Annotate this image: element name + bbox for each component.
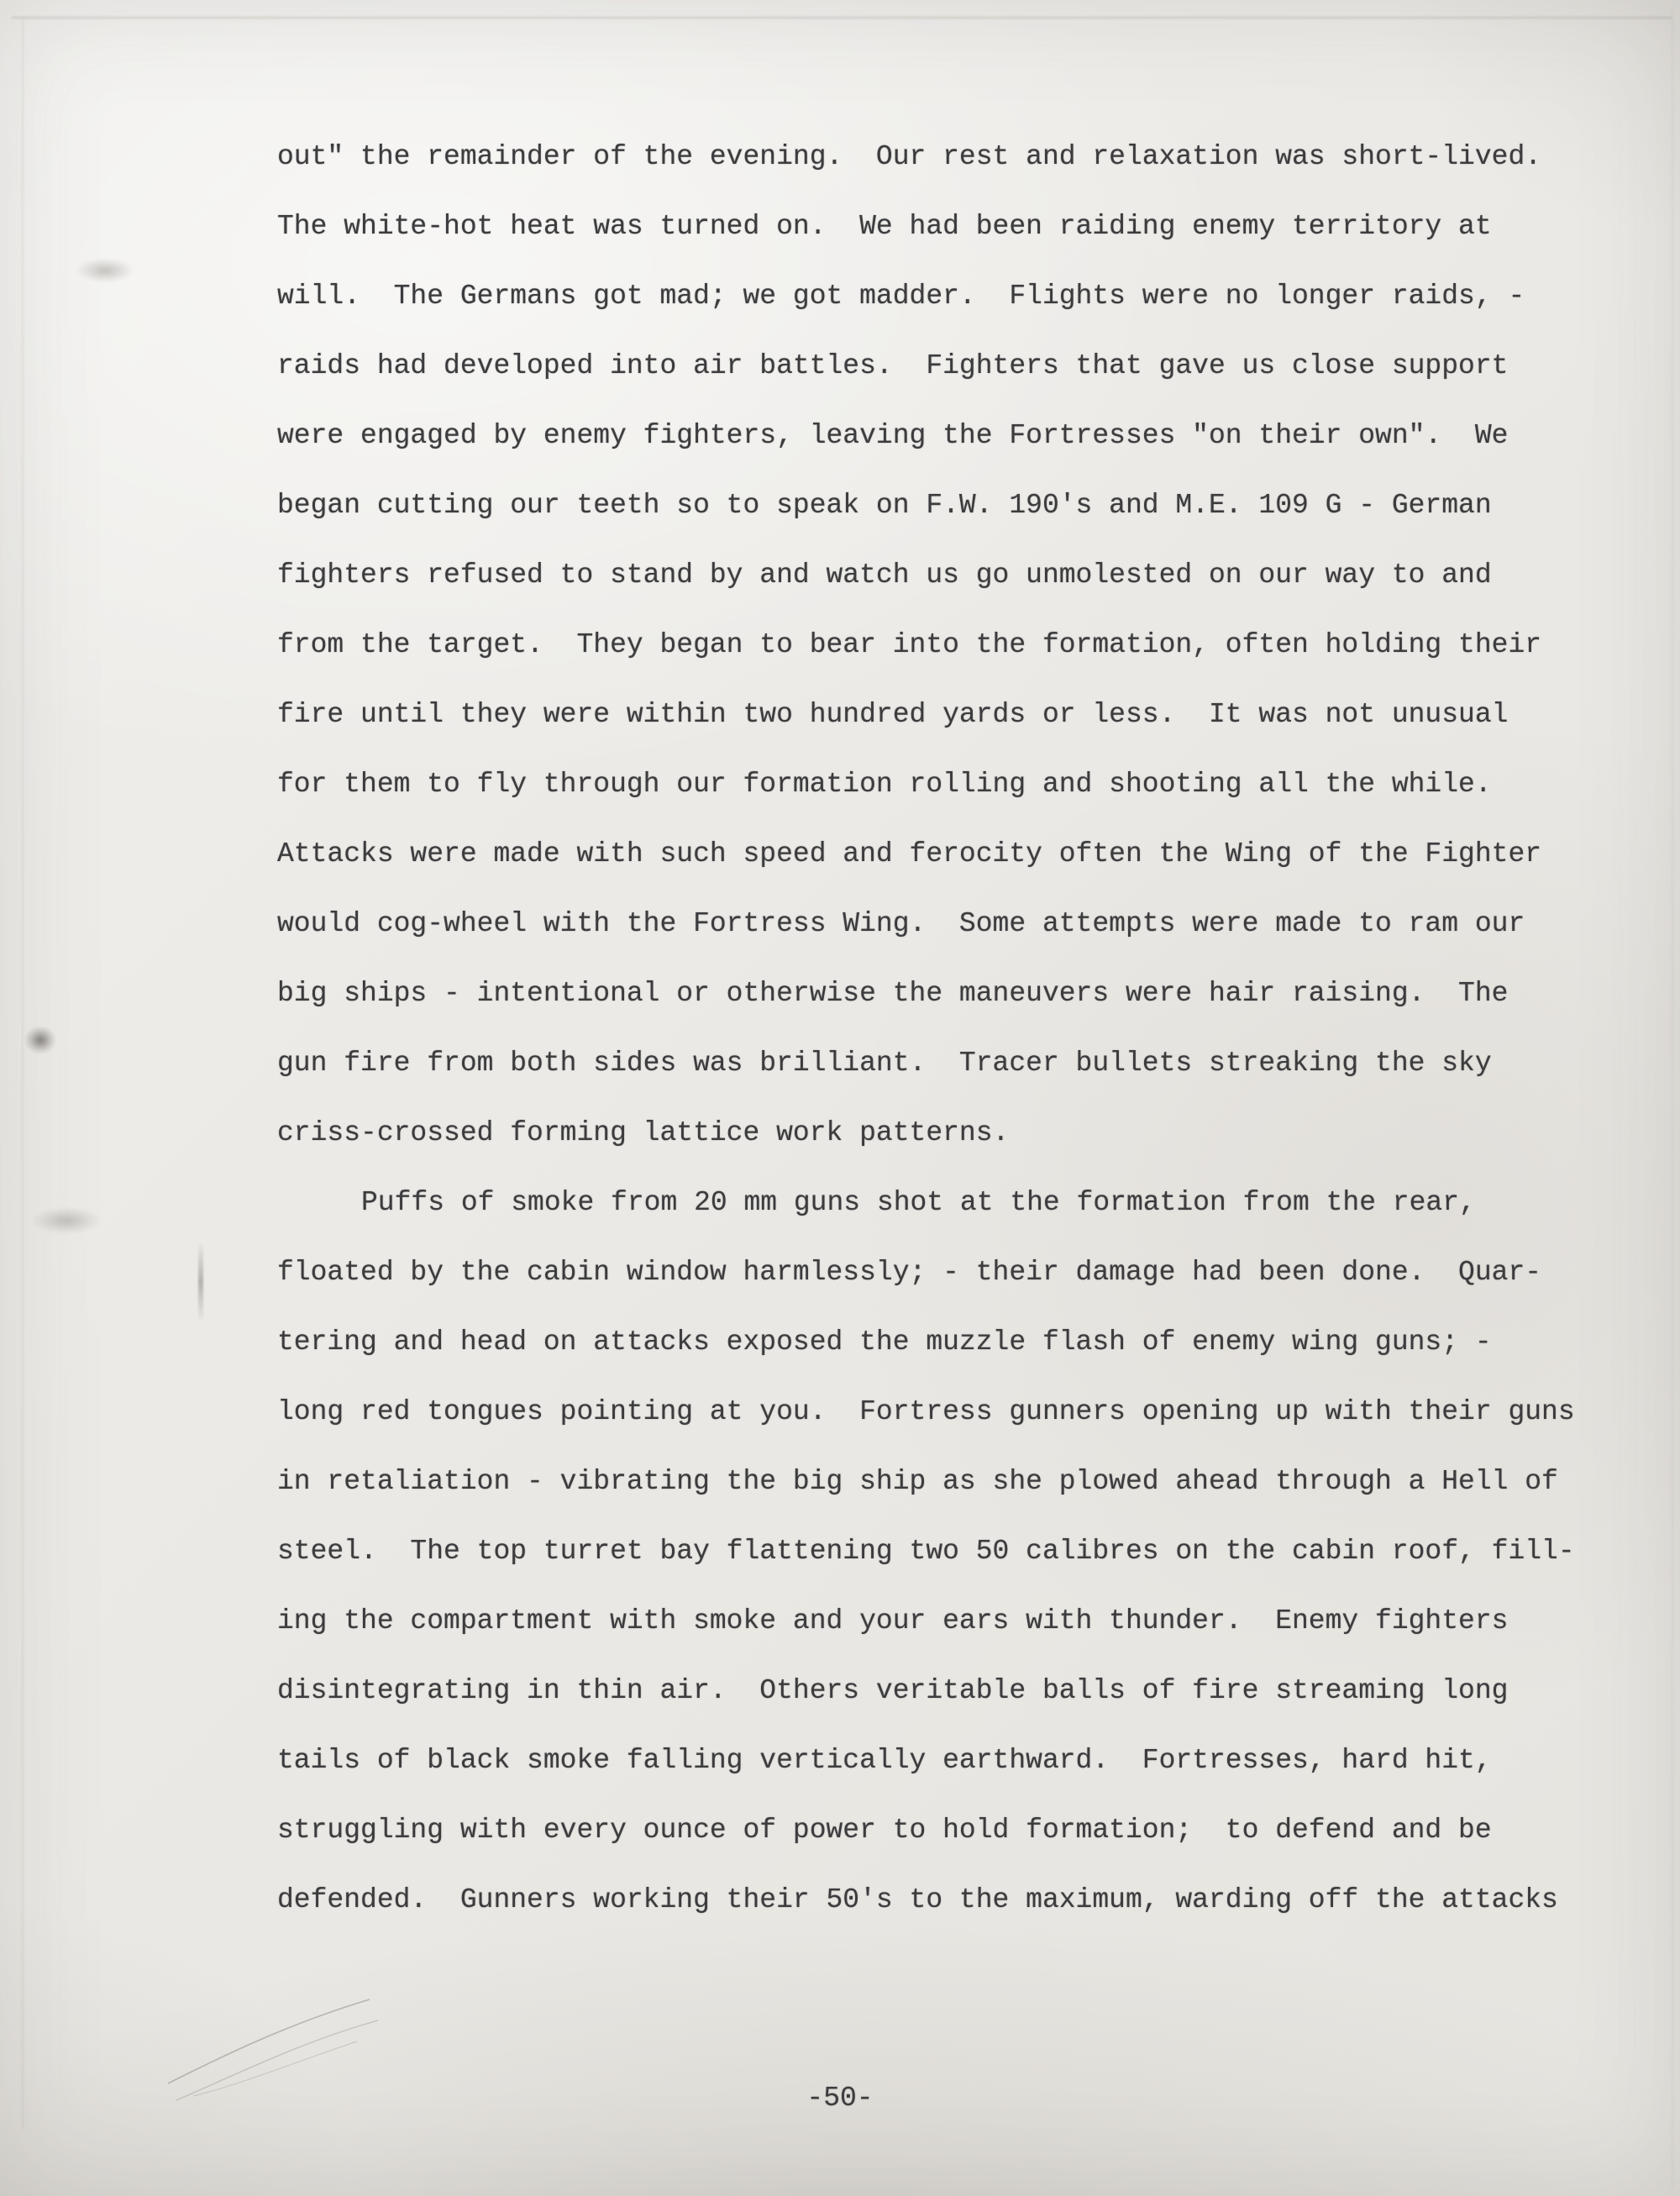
text-line: ing the compartment with smoke and your ears with thunder. Enemy fighters [277,1605,1509,1636]
text-line: The white-hot heat was turned on. We had been raiding enemy territory at [277,211,1492,242]
text-line: fire until they were within two hundred yards or less. It was not unusual [277,699,1509,730]
body-text [277,122,1621,1935]
paper-edge-left [22,18,24,2129]
text-line: Puffs of smoke from 20 mm guns shot at the formation from the rear, [361,1187,1476,1218]
text-line: long red tongues pointing at you. Fortress gunners opening up with their guns [277,1396,1575,1427]
paper-blemish [77,259,133,282]
text-line: steel. The top turret bay flattening two 50 calibres on the cabin roof, fill- [277,1536,1575,1567]
text-line: raids had developed into air battles. Fighters that gave us close support [277,350,1509,381]
page-number: -50- [806,2083,874,2114]
text-line: floated by the cabin window harmlessly; - their damage had been done. Quar- [277,1257,1542,1288]
text-line: big ships - intentional or otherwise the maneuvers were hair raising. The [277,978,1509,1009]
text-line: Attacks were made with such speed and ferocity often the Wing of the Fighter [277,838,1542,869]
text-line: were engaged by enemy fighters, leaving the Fortresses "on their own". We [277,420,1509,451]
text-line: disintegrating in thin air. Others veritable balls of fire streaming long [277,1675,1509,1706]
text-line: defended. Gunners working their 50's to the maximum, warding off the attacks [277,1884,1558,1915]
text-line: gun fire from both sides was brilliant. Tracer bullets streaking the sky [277,1048,1492,1079]
text-line: struggling with every ounce of power to hold formation; to defend and be [277,1815,1492,1846]
paper-blemish [198,1242,203,1322]
paper-blemish [25,1027,55,1053]
paragraph-puffs-of-smoke [277,1168,1621,1935]
text-line: in retaliation - vibrating the big ship as she plowed ahead through a Hell of [277,1466,1558,1497]
paper-edge-top [12,17,1672,18]
text-line: tails of black smoke falling vertically earthward. Fortresses, hard hit, [277,1745,1492,1776]
text-line: began cutting our teeth so to speak on F.W. 190's and M.E. 109 G - German [277,490,1492,521]
text-line: out" the remainder of the evening. Our rest and relaxation was short-lived. [277,141,1542,172]
text-line: from the target. They began to bear into the formation, often holding their [277,629,1542,660]
text-line: for them to fly through our formation rolling and shooting all the while. [277,769,1492,800]
text-line: criss-crossed forming lattice work patterns. [277,1117,1010,1148]
paper-blemish [34,1208,99,1233]
text-line: would cog-wheel with the Fortress Wing. Some attempts were made to ram our [277,908,1525,939]
text-line: tering and head on attacks exposed the muzzle flash of enemy wing guns; - [277,1327,1492,1358]
text-line: fighters refused to stand by and watch us go unmolested on our way to and [277,560,1492,591]
paragraph-continuation [277,122,1621,1168]
paper-edge-right [1672,8,1673,2188]
text-line: will. The Germans got mad; we got madder. Flights were no longer raids, - [277,281,1525,312]
